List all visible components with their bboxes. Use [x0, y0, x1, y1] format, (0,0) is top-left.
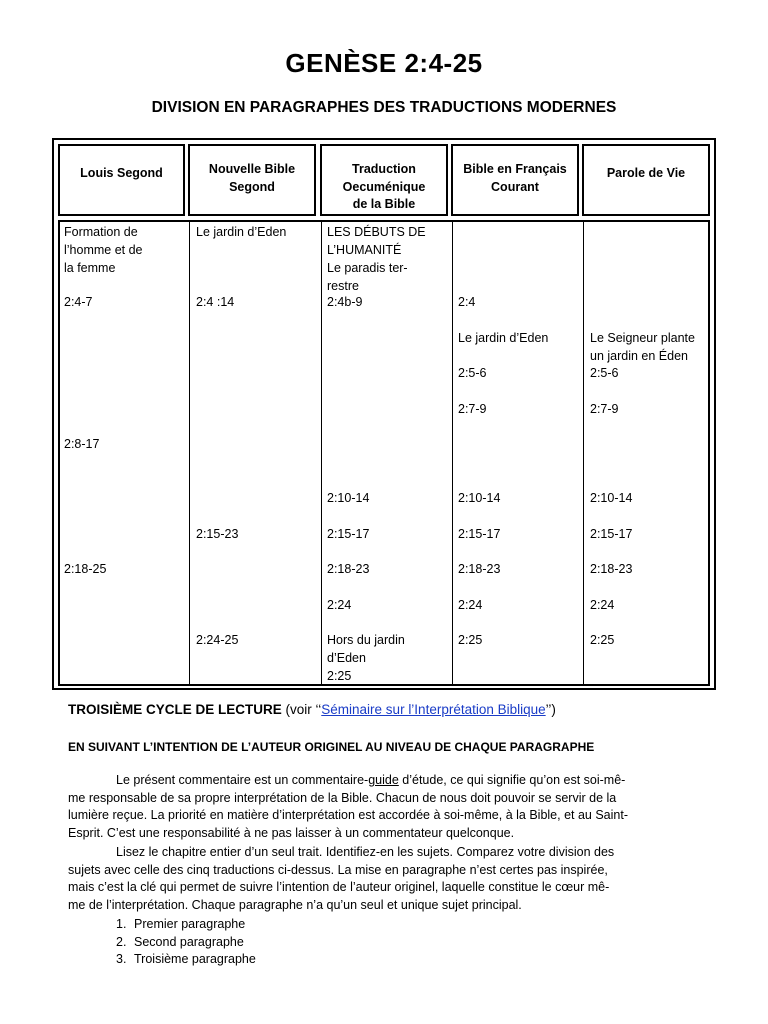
header-text: Segond	[229, 179, 275, 194]
column-divider	[583, 222, 584, 684]
cell-value: 2:18-23	[327, 562, 370, 576]
cell-value: 2:18-23	[458, 562, 501, 576]
header-text: Traduction	[352, 162, 416, 176]
list-number: 3.	[116, 952, 127, 966]
cell-value: 2:8-17	[64, 437, 100, 451]
paragraph-line: Esprit. C’est une responsabilité à ne pas laisser à un commentateur quelconque.	[68, 825, 515, 840]
paragraph-division-table	[52, 138, 716, 690]
cell-value: 2:4b-9	[327, 295, 363, 309]
paragraph-line: lumière reçue. La priorité en matière d’interprétation est accordée à soi-même, à la Bible, et au Saint-	[68, 808, 629, 822]
paragraph-text: d’étude, ce qui signifie qu’on est soi-mê-	[398, 773, 626, 787]
cell-value: 2:10-14	[458, 491, 501, 505]
cell-text: Le paradis ter-	[327, 261, 408, 275]
cell-value: 2:10-14	[327, 491, 370, 505]
cell-value: 2:15-17	[458, 527, 501, 541]
cell-value: 2:7-9	[458, 402, 487, 416]
column-divider	[321, 222, 322, 684]
paragraph-line: me de l’interprétation. Chaque paragraphe n’a qu’un seul et unique sujet principal.	[68, 897, 522, 912]
header-text: Courant	[491, 179, 539, 194]
guide-word: guide	[368, 773, 399, 787]
cell-text: Formation de	[64, 225, 138, 239]
column-divider	[189, 222, 190, 684]
reading-cycle-heading	[68, 702, 556, 717]
section-title-text: TROISIÈME CYCLE DE LECTURE	[68, 702, 282, 717]
cell-value: 2:25	[458, 633, 483, 647]
list-item	[116, 951, 256, 969]
cell-value: 2:24	[590, 598, 615, 612]
voir-open: (voir ‘‘	[281, 702, 322, 717]
cell-text: 2:25	[327, 669, 352, 683]
cell-value: 2:5-6	[590, 366, 619, 380]
paragraph-line: Lisez le chapitre entier d’un seul trait. Identifiez-en les sujets. Comparez votre division des	[116, 845, 615, 859]
cell-value: 2:24-25	[196, 633, 239, 647]
commentary-paragraph-2	[68, 844, 700, 914]
list-item	[116, 916, 256, 934]
list-item	[116, 934, 256, 952]
cell-text: Le Seigneur plante	[590, 331, 695, 345]
page-title: GENÈSE 2:4-25	[285, 48, 483, 78]
cell-text: L’HUMANITÉ	[327, 243, 402, 257]
cell-value: 2:24	[458, 598, 483, 612]
header-bible-francais-courant	[451, 144, 579, 216]
cell-text: d’Eden	[327, 651, 366, 665]
cell-text: restre	[327, 279, 359, 293]
list-label: Second paragraphe	[134, 934, 244, 949]
column-divider	[452, 222, 453, 684]
header-text: Oecuménique	[342, 179, 426, 194]
header-parole-de-vie	[582, 144, 710, 216]
header-text: Nouvelle Bible	[208, 162, 296, 176]
header-text: Louis Segond	[80, 166, 163, 180]
cell-text: un jardin en Éden	[590, 349, 688, 363]
cell-pdv-title	[590, 329, 695, 365]
cell-value: 2:7-9	[590, 402, 619, 416]
paragraph-line: me responsable de sa propre interprétation de la Bible. Chacun de nous doit pouvoir se servir de la	[68, 790, 617, 805]
cell-value: 2:5-6	[458, 366, 487, 380]
cell-value: 2:15-23	[196, 527, 239, 541]
list-label: Troisième paragraphe	[134, 952, 256, 966]
intention-subheading: EN SUIVANT L’INTENTION DE L’AUTEUR ORIGINEL AU NIVEAU DE CHAQUE PARAGRAPHE	[68, 740, 595, 754]
voir-close: ’’)	[545, 702, 556, 717]
cell-text: LES DÉBUTS DE	[327, 225, 426, 239]
cell-value: Le jardin d’Eden	[458, 331, 549, 345]
paragraph-line: sujets avec celle des cinq traductions ci-dessus. La mise en paragraphe n’est certes pas inspirée,	[68, 862, 608, 877]
cell-value: 2:4 :14	[196, 295, 235, 309]
header-text: Bible en Français	[463, 162, 567, 176]
list-number: 1.	[116, 917, 127, 931]
cell-value: 2:25	[590, 633, 615, 647]
cell-value: 2:15-17	[327, 527, 370, 541]
paragraph-line: mais c’est la clé qui permet de suivre l’intention de l’auteur originel, laquelle constitue le cœur mê-	[68, 880, 610, 894]
page-subtitle: DIVISION EN PARAGRAPHES DES TRADUCTIONS MODERNES	[151, 99, 617, 116]
cell-louis-segond-title	[64, 223, 143, 277]
list-label: Premier paragraphe	[134, 917, 246, 931]
header-nouvelle-bible-segond	[188, 144, 316, 216]
cell-tob-title	[327, 223, 426, 295]
cell-value: Le jardin d’Eden	[196, 225, 287, 239]
cell-value: 2:24	[327, 598, 352, 612]
cell-tob-end	[327, 631, 405, 685]
paragraph-text: Le présent commentaire est un commentaire-	[116, 773, 369, 787]
cell-value: 2:18-23	[590, 562, 633, 576]
table-body	[58, 220, 710, 686]
header-traduction-oecumenique	[320, 144, 448, 216]
cell-value: 2:15-17	[590, 527, 633, 541]
paragraph-line	[68, 772, 700, 790]
cell-value: 2:10-14	[590, 491, 633, 505]
header-louis-segond	[58, 144, 185, 216]
paragraph-list	[116, 916, 256, 969]
cell-text: l’homme et de	[64, 243, 143, 257]
seminaire-link[interactable]: Séminaire sur l’Interprétation Biblique	[321, 702, 546, 717]
cell-value: 2:18-25	[64, 562, 107, 576]
header-text: Parole de Vie	[606, 166, 686, 180]
cell-text: la femme	[64, 261, 116, 275]
cell-value: 2:4-7	[64, 295, 93, 309]
cell-text: Hors du jardin	[327, 633, 405, 647]
list-number: 2.	[116, 934, 127, 949]
commentary-paragraph-1	[68, 772, 700, 842]
cell-value: 2:4	[458, 295, 476, 309]
header-text: de la Bible	[352, 197, 416, 211]
